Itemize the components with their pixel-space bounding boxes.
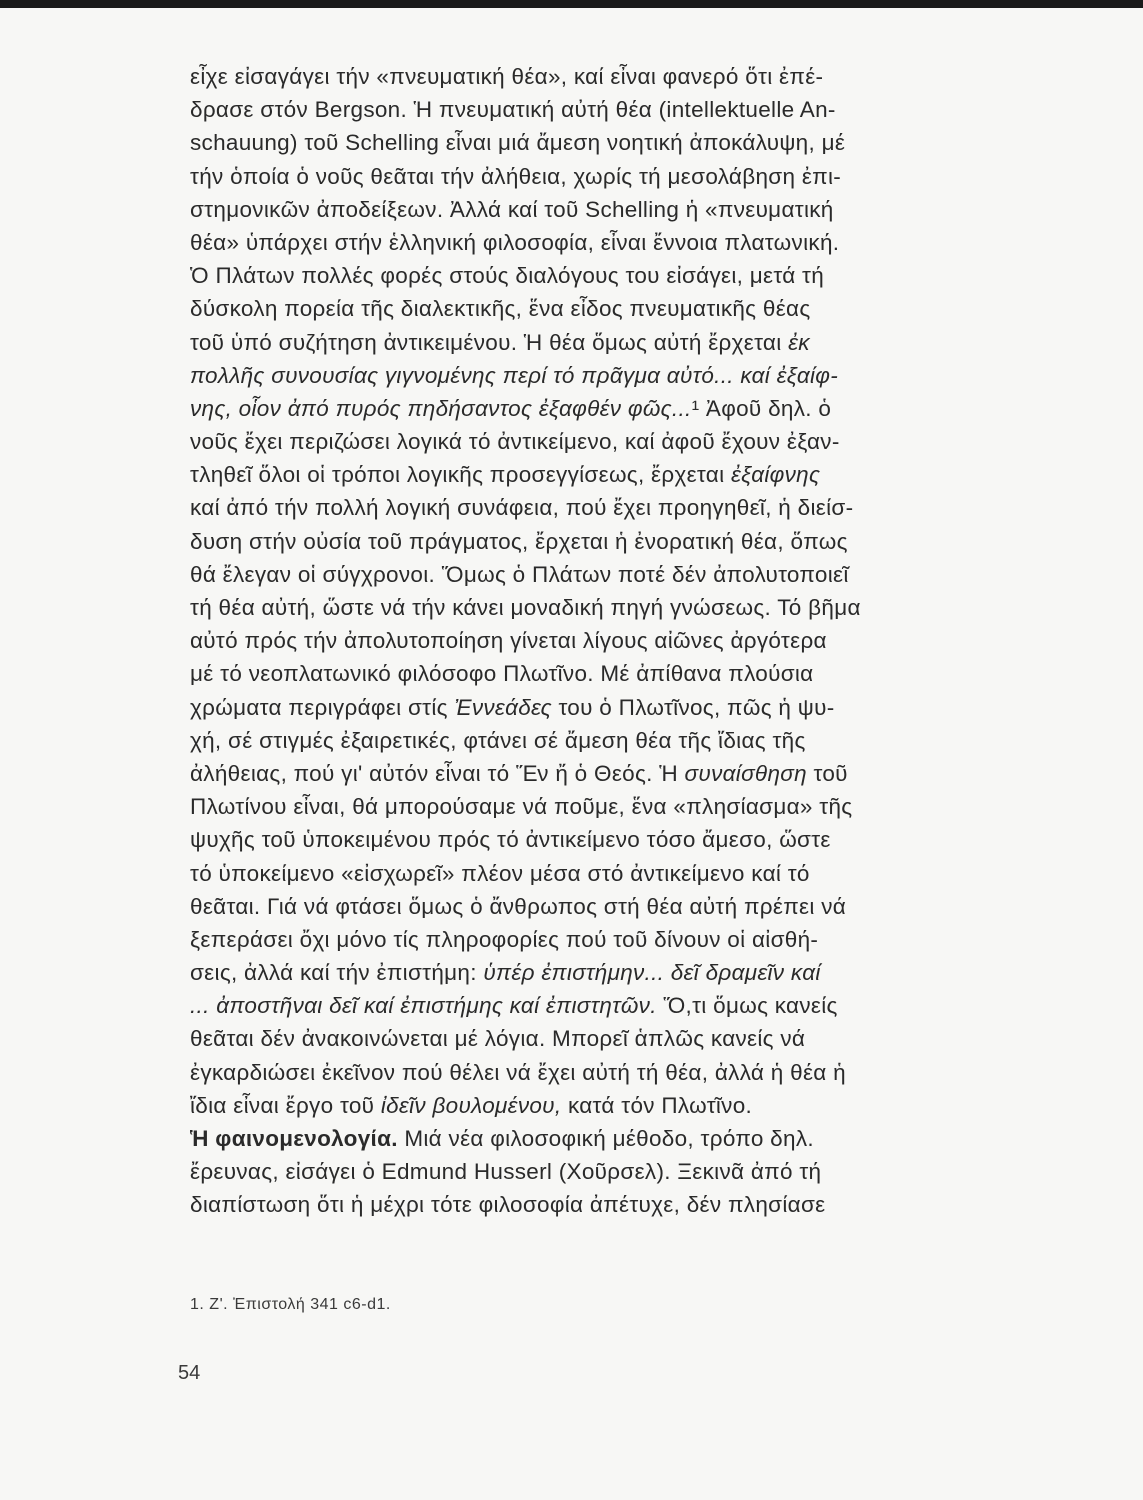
text-line [190,857,1030,890]
text-line [190,259,1030,292]
text-line [190,359,1030,392]
text-segment: ἀλήθειας, πού γι' αὐτόν εἶναι τό Ἕν ἤ ὁ Θεός. Ἡ [190,760,685,786]
page-body [190,60,1030,1222]
text-segment: στημονικῶν ἀποδείξεων. Ἀλλά καί τοῦ Schelling ἡ «πνευματική [190,196,834,222]
text-line [190,93,1030,126]
page-number: 54 [178,1362,201,1384]
text-segment: χρώματα περιγράφει στίς [190,694,455,720]
text-line [190,1022,1030,1055]
section-heading: Ἡ φαινομενολογία. [190,1126,398,1151]
text-segment: θά ἔλεγαν οἱ σύγχρονοι. Ὅμως ὁ Πλάτων ποτέ δέν ἀπολυτοποιεῖ [190,561,849,587]
text-line [190,425,1030,458]
text-line [190,724,1030,757]
text-segment: αὐτό πρός τήν ἀπολυτοποίηση γίνεται λίγους αἰῶνες ἀργότερα [190,628,827,654]
italic-text: Ἐννεάδες [454,694,552,720]
text-segment: μέ τό νεοπλατωνικό φιλόσοφο Πλωτῖνο. Μέ ἀπίθανα πλούσια [190,661,814,687]
text-segment: schauung) τοῦ Schelling εἶναι μιά ἄμεση νοητική ἀποκάλυψη, μέ [190,130,846,156]
text-segment: ψυχῆς τοῦ ὑποκειμένου πρός τό ἀντικείμενο τόσο ἄμεσο, ὥστε [190,827,831,853]
text-line [190,292,1030,325]
text-segment: νοῦς ἔχει περιζώσει λογικά τό ἀντικείμενο, καί ἀφοῦ ἔχουν ἐξαν- [190,429,840,455]
text-line [190,923,1030,956]
text-segment: τό ὑποκείμενο «εἰσχωρεῖ» πλέον μέσα στό ἀντικείμενο καί τό [190,860,810,886]
text-line [190,193,1030,226]
text-line [190,491,1030,524]
italic-text: ἐξαίφνης [730,462,821,488]
text-line [190,657,1030,690]
text-segment: κατά τόν Πλωτῖνο. [561,1092,753,1118]
italic-text: ἐκ [788,329,810,355]
text-segment: θεᾶται. Γιά νά φτάσει ὅμως ὁ ἄνθρωπος στή θέα αὐτή πρέπει νά [190,893,847,919]
scan-edge [0,0,1143,8]
text-line [190,392,1030,425]
text-segment: θεᾶται δέν ἀνακοινώνεται μέ λόγια. Μπορεῖ ἁπλῶς κανείς νά [190,1026,806,1052]
italic-text: συναίσθηση [684,760,807,786]
text-line [190,790,1030,823]
text-segment: ¹ Ἀφοῦ δηλ. ὁ [691,395,832,421]
italic-text: πολλῆς συνουσίας γιγνομένης περί τό πρᾶγμα αὐτό... καί ἐξαίφ- [190,362,839,388]
text-line [190,890,1030,923]
text-line [190,757,1030,790]
footnote: 1. Ζ'. Ἐπιστολή 341 c6-d1. [190,1296,391,1313]
text-line [190,160,1030,193]
text-segment: δύσκολη πορεία τῆς διαλεκτικῆς, ἕνα εἶδος πνευματικῆς θέας [190,296,811,322]
text-line [190,1056,1030,1089]
italic-text: ... ἀποστῆναι δεῖ καί ἐπιστήμης καί ἐπιστητῶν. [190,993,657,1019]
text-segment: εἶχε εἰσαγάγει τήν «πνευματική θέα», καί εἶναι φανερό ὅτι ἐπέ- [190,64,824,89]
text-segment: Ὅ,τι ὅμως κανείς [656,993,838,1019]
text-segment: τληθεῖ ὅλοι οἱ τρόποι λογικῆς προσεγγίσεως, ἔρχεται [190,462,731,488]
text-line [190,326,1030,359]
text-segment: σεις, ἀλλά καί τήν ἐπιστήμη: [190,960,484,986]
text-line [190,1155,1030,1188]
text-line [190,624,1030,657]
text-segment: τοῦ ὑπό συζήτηση ἀντικειμένου. Ἡ θέα ὅμως αὐτή ἔρχεται [190,329,789,355]
italic-text: ἰδεῖν βουλομένου, [380,1092,562,1118]
text-segment: τή θέα αὐτή, ὥστε νά τήν κάνει μοναδική πηγή γνώσεως. Τό βῆμα [190,595,861,620]
text-segment: χή, σέ στιγμές ἐξαιρετικές, φτάνει σέ ἄμεση θέα τῆς ἴδιας τῆς [190,727,806,753]
text-segment: τήν ὁποία ὁ νοῦς θεᾶται τήν ἀλήθεια, χωρίς τή μεσολάβηση ἐπι- [190,163,842,189]
text-segment: τοῦ [806,760,848,786]
text-line [190,691,1030,724]
text-line [190,591,1030,624]
text-line [190,126,1030,159]
text-segment: διαπίστωση ὅτι ἡ μέχρι τότε φιλοσοφία ἀπέτυχε, δέν πλησίασε [190,1192,826,1218]
text-segment: καί ἀπό τήν πολλή λογική συνάφεια, πού ἔχει προηγηθεῖ, ἡ διείσ- [190,495,854,521]
text-segment: του ὁ Πλωτῖνος, πῶς ἡ ψυ- [551,694,835,720]
text-segment: ξεπεράσει ὄχι μόνο τίς πληροφορίες πού τοῦ δίνουν οἱ αἰσθή- [190,926,819,952]
text-line [190,525,1030,558]
text-segment: ἴδια εἶναι ἔργο τοῦ [190,1092,381,1118]
text-segment: δρασε στόν Bergson. Ἡ πνευματική αὐτή θέα (intellektuelle An- [190,97,836,123]
text-line [190,989,1030,1022]
italic-text: ὑπέρ ἐπιστήμην... δεῖ δραμεῖν καί [483,960,821,986]
text-segment: ἔρευνας, εἰσάγει ὁ Edmund Husserl (Χοῦρσελ). Ξεκινᾶ ἀπό τή [190,1159,822,1185]
text-segment: Μιά νέα φιλοσοφική μέθοδο, τρόπο δηλ. [397,1126,814,1151]
text-segment: ἐγκαρδιώσει ἐκεῖνον πού θέλει νά ἔχει αὐτή τή θέα, ἀλλά ἡ θέα ἡ [190,1059,846,1085]
text-segment: Πλωτίνου εἶναι, θά μπορούσαμε νά ποῦμε, ἕνα «πλησίασμα» τῆς [190,794,853,820]
text-segment: Ὁ Πλάτων πολλές φορές στούς διαλόγους του εἰσάγει, μετά τή [190,263,825,289]
text-line [190,558,1030,591]
text-line [190,956,1030,989]
text-line [190,458,1030,491]
text-line [190,823,1030,856]
italic-text: νης, οἷον ἀπό πυρός πηδήσαντος ἐξαφθέν φῶς... [190,395,692,421]
text-line [190,226,1030,259]
text-line [190,60,1030,93]
text-segment: δυση στήν οὐσία τοῦ πράγματος, ἔρχεται ἡ ἐνορατική θέα, ὅπως [190,528,848,554]
text-line [190,1089,1030,1122]
text-line [190,1188,1030,1221]
text-segment: θέα» ὑπάρχει στήν ἑλληνική φιλοσοφία, εἶναι ἔννοια πλατωνική. [190,229,840,255]
text-line [190,1122,1030,1155]
